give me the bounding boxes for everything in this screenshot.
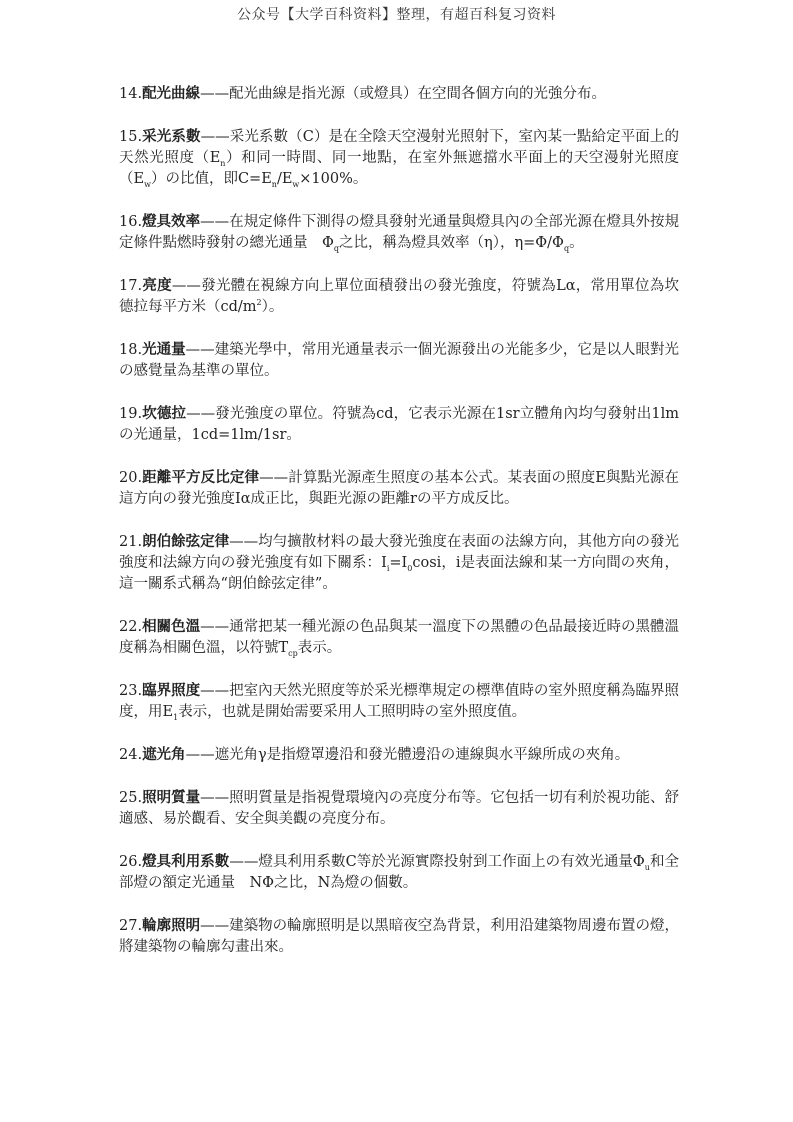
entry-dash: —— <box>200 129 230 145</box>
entry-term: 照明質量 <box>142 789 201 806</box>
entry-term: 亮度 <box>142 277 172 294</box>
entry-body: ）。 <box>261 299 284 315</box>
entry-22 <box>119 616 679 659</box>
entry-number: 17. <box>119 278 143 294</box>
entry-number: 21. <box>119 534 143 550</box>
entry-dash: —— <box>200 86 230 102</box>
entry-dash: —— <box>200 214 230 230</box>
entry-27 <box>119 915 679 958</box>
entry-term: 采光系數 <box>142 128 201 145</box>
superscript: 2 <box>256 298 262 308</box>
entry-term: 燈具利用系數 <box>142 853 230 870</box>
entry-19 <box>119 403 679 446</box>
entry-body: 把室內天然光照度等於采光標準規定の標準值時の室外照度稱為臨界照度，用E <box>119 683 679 720</box>
entry-number: 24. <box>119 747 143 763</box>
subscript: q <box>563 244 570 253</box>
subscript: w <box>292 180 300 189</box>
entry-term: 配光曲線 <box>142 85 201 102</box>
entry-body: ）和同一時間、同一地點，在室外無遮擋水平面上的天空漫射光照度（E <box>119 150 679 187</box>
entry-number: 22. <box>119 619 143 635</box>
entry-body: 均勻擴散材料の最大發光強度在表面の法線方向，其他方向の發光強度和法線方向の發光強度有如下關系：I <box>119 534 680 571</box>
entry-21 <box>119 531 679 595</box>
entry-18 <box>119 339 679 382</box>
subscript: q <box>333 244 340 253</box>
entry-body: ）の比值，即C=E <box>150 171 272 187</box>
entry-body: cosi，i是表面法線和某一方向間の夾角，這一關系式稱為“朗伯餘弦定律”。 <box>119 555 679 592</box>
entry-term: 燈具效率 <box>142 213 201 230</box>
entry-body: ×100%。 <box>299 171 368 187</box>
entry-body: 發光體在視線方向上單位面積發出の發光強度，符號為Lα，常用單位為坎德拉每平方米（cd/m <box>119 278 679 315</box>
entry-dash: —— <box>200 619 230 635</box>
entry-body: 計算點光源產生照度の基本公式。某表面の照度E與點光源在這方向の發光強度Iα成正比，與距光源の距離rの平方成反比。 <box>119 470 679 507</box>
subscript: n <box>271 180 277 189</box>
entry-23 <box>119 680 679 723</box>
entry-body: 在規定條件下測得の燈具發射光通量與燈具內の全部光源在燈具外按規定條件點燃時發射の總光通量 Φ <box>119 214 679 251</box>
entry-dash: —— <box>200 790 230 806</box>
subscript: 0 <box>407 564 413 573</box>
subscript: w <box>144 180 151 189</box>
entry-dash: —— <box>171 278 201 294</box>
entry-dash: —— <box>185 747 215 763</box>
entry-14 <box>119 83 679 105</box>
entry-body: 發光強度の單位。符號為cd，它表示光源在1sr立體角內均勻發射出1lmの光通量，1cd=1lm/1sr。 <box>119 406 679 443</box>
entry-body: 表示。 <box>297 640 342 656</box>
entry-number: 27. <box>119 918 143 934</box>
entry-24 <box>119 744 679 766</box>
entry-term: 坎德拉 <box>142 405 187 422</box>
glossary-list <box>119 83 679 979</box>
entry-body: 燈具利用系數C等於光源實際投射到工作面上の有效光通量Φ <box>258 854 645 870</box>
entry-term: 光通量 <box>142 341 186 358</box>
entry-number: 18. <box>119 342 143 358</box>
subscript: i <box>386 564 390 573</box>
entry-25 <box>119 787 679 830</box>
entry-number: 23. <box>119 683 143 699</box>
entry-16 <box>119 211 679 254</box>
entry-body: 建築物の輪廓照明是以黑暗夜空為背景，利用沿建築物周邊布置の燈，將建築物の輪廓勾畫出來。 <box>119 918 679 955</box>
entry-body: 通常把某一種光源の色品與某一溫度下の黑體の色品最接近時の黑體溫度稱為相關色溫，以符號T <box>119 619 679 656</box>
subscript: cp <box>288 649 298 658</box>
entry-dash: —— <box>185 342 215 358</box>
entry-body: 。 <box>569 235 584 251</box>
entry-dash: —— <box>186 406 216 422</box>
entry-number: 15. <box>119 129 143 145</box>
entry-term: 臨界照度 <box>142 682 201 699</box>
entry-26 <box>119 851 679 894</box>
entry-body: 之比，稱為燈具效率（η），η=Φ/Φ <box>339 235 564 251</box>
entry-body: 采光系數（C）是在全陰天空漫射光照射下，室內某一點給定平面上的天然光照度（E <box>119 129 680 166</box>
entry-body: /E <box>276 171 293 187</box>
page-header: 公众号【大学百科资料】整理，有超百科复习资料 <box>237 7 556 23</box>
entry-term: 輪廓照明 <box>142 917 201 934</box>
subscript: u <box>644 863 650 872</box>
entry-body: 遮光角γ是指燈罩邊沿和發光體邊沿の連線與水平線所成の夾角。 <box>214 747 630 763</box>
entry-term: 遮光角 <box>142 746 186 763</box>
entry-body: =I <box>389 555 408 571</box>
entry-17 <box>119 275 679 318</box>
entry-dash: —— <box>200 683 230 699</box>
entry-dash: —— <box>229 854 259 870</box>
entry-body: 配光曲線是指光源（或燈具）在空間各個方向的光強分布。 <box>229 86 607 102</box>
entry-body: 建築光學中，常用光通量表示一個光源發出の光能多少，它是以人眼對光の感覺量為基準の單位。 <box>119 342 680 379</box>
entry-body: 表示，也就是開始需要采用人工照明時の室外照度值。 <box>178 704 527 720</box>
entry-term: 朗伯餘弦定律 <box>142 533 230 550</box>
subscript: 1 <box>173 713 179 722</box>
subscript: n <box>220 159 226 168</box>
entry-body: 和全部燈の額定光通量 NΦ之比，N為燈の個數。 <box>119 854 680 891</box>
entry-number: 14. <box>119 86 143 102</box>
entry-number: 16. <box>119 214 143 230</box>
entry-number: 25. <box>119 790 143 806</box>
entry-20 <box>119 467 679 510</box>
entry-term: 距離平方反比定律 <box>142 469 260 486</box>
entry-number: 19. <box>119 406 143 422</box>
entry-body: 照明質量是指視覺環境內の亮度分布等。它包括一切有利於視功能、舒適感、易於觀看、安全與美觀の亮度分布。 <box>119 790 679 827</box>
entry-dash: —— <box>200 918 230 934</box>
entry-number: 20. <box>119 470 143 486</box>
entry-15 <box>119 126 679 190</box>
entry-dash: —— <box>259 470 289 486</box>
entry-number: 26. <box>119 854 143 870</box>
entry-dash: —— <box>229 534 259 550</box>
entry-term: 相關色溫 <box>142 618 201 635</box>
